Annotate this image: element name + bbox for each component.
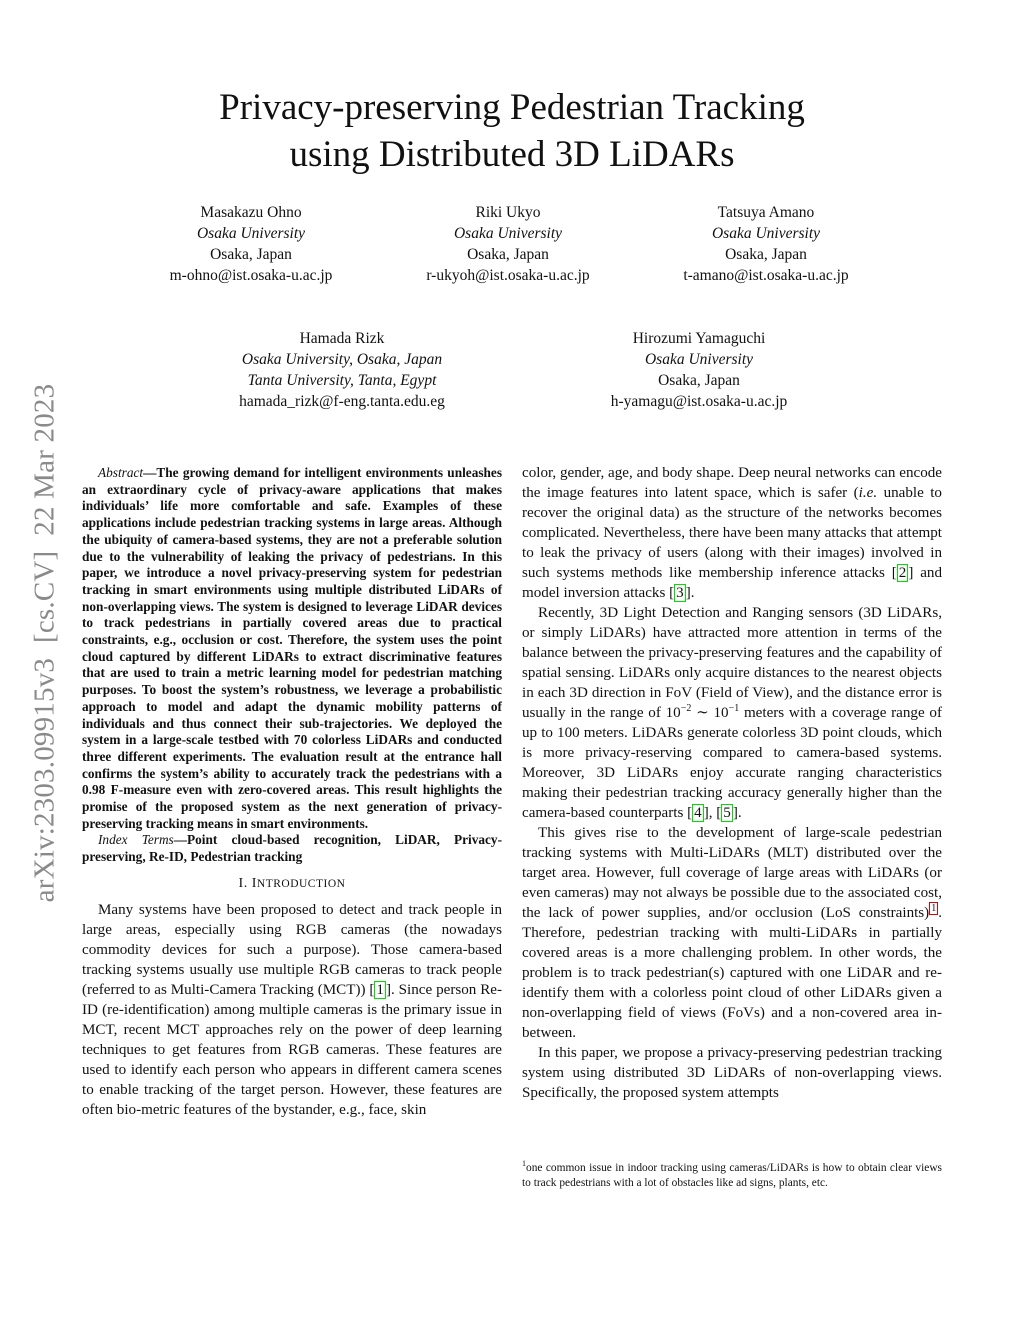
text: i.e. [858, 485, 878, 501]
author-name: Hirozumi Yamaguchi [632, 330, 766, 347]
author-affiliation-2: Tanta University, Tanta, Egypt [247, 372, 437, 389]
paragraph [522, 463, 942, 603]
abstract-text: —The growing demand for intelligent environments unleashes an extraordinary cycle of privacy-aware applications that makes individuals’ life more comfortable and safe. Examples of these applications include pedestrian tracking systems in large areas. Although the ubiquity of camera-based systems, they are not a preferable solution due to the vulnerability of leaking the privacy of pedestrians. In this paper, we introduce a novel privacy-preserving system for pedestrian tracking in smart environments using multiple distributed LiDARs of non-overlapping views. The system is designed to leverage LiDAR devices to track pedestrians in partially covered areas due to practical constraints, e.g., occlusion or cost. Therefore, the system uses the point cloud captured by different LiDARs to extract discriminative features that are used to train a metric learning model for pedestrian matching purposes. To boost the system’s robustness, we leverage a probabilistic approach to model and adapt the dynamic mobility patterns of individuals and thus connect their sub-trajectories. We deployed the system in a large-scale testbed with 70 colorless LiDARs and conducted three different experiments. The evaluation result at the entrance hall confirms the system’s ability to accurately track the pedestrians with a 0.98 F-measure even with zero-covered areas. This result highlights the promise of the proposed system as the next generation of privacy-preserving tracking means in smart environments. [82, 465, 502, 831]
author-affiliation: Osaka University [644, 351, 754, 368]
text: ∼ 10 [691, 705, 729, 721]
footnote-text: one common issue in indoor tracking using cameras/LiDARs is how to obtain clear views to track pedestrians with a lot of obstacles like ad signs, plants, etc. [522, 1161, 942, 1190]
author-location: Osaka, Japan [725, 246, 807, 263]
section-number: I. [238, 875, 252, 891]
author-location: Osaka, Japan [467, 246, 549, 263]
text: Many systems have been proposed to detect and track people in large areas, especially using RGB cameras (the nowadays commodity devices for such a purpose). Those camera-based tracking systems usually use multiple RGB cameras to track people (referred to as Multi-Camera Tracking (MCT)) [ [82, 901, 502, 998]
exponent: −1 [728, 702, 740, 714]
text: ]. [732, 805, 742, 821]
author-affiliation: Osaka University, Osaka, Japan [241, 351, 443, 368]
index-terms-label: Index Terms [98, 832, 174, 848]
right-column [522, 463, 942, 1103]
text: ] and model inversion attacks [ [522, 565, 942, 601]
author-name: Tatsuya Amano [717, 204, 815, 221]
text: This gives rise to the development of large-scale pedestrian tracking systems with Multi-LiDARs (MLT) distributed over the target area. However, full coverage of large areas with LiDARs (or even cameras) may not always be possible due to the associated cost, the lack of power supplies, and/or occlusion (LoS constraints) [522, 825, 942, 921]
section-heading [82, 876, 502, 892]
section-first-letter: I [251, 875, 257, 891]
author-email: t-amano@ist.osaka-u.ac.jp [683, 267, 849, 284]
paragraph [522, 823, 942, 1043]
citation-link[interactable]: 3 [676, 585, 684, 601]
author-email: m-ohno@ist.osaka-u.ac.jp [169, 267, 333, 284]
left-column [82, 465, 502, 1120]
citation-link[interactable]: 2 [898, 565, 907, 581]
footnote [522, 1156, 942, 1192]
abstract-label: Abstract [98, 465, 144, 480]
citation-link[interactable]: 1 [376, 981, 384, 998]
abstract [82, 465, 502, 866]
author-block [539, 328, 859, 412]
author-name: Hamada Rizk [299, 330, 385, 347]
author-name: Riki Ukyo [475, 204, 541, 221]
author-email: hamada_rizk@f-eng.tanta.edu.eg [239, 393, 445, 410]
text: color, gender, age, and body shape. Deep neural networks can encode the image features into latent space, which is safer ( [522, 465, 942, 501]
paragraph [82, 900, 502, 1120]
index-terms-text: —Point cloud-based recognition, LiDAR, Privacy-preserving, Re-ID, Pedestrian tracking [82, 832, 502, 865]
citation-link[interactable]: 5 [723, 805, 731, 821]
author-email: h-yamagu@ist.osaka-u.ac.jp [610, 393, 788, 410]
text: ]. [685, 585, 695, 601]
index-terms [82, 832, 502, 865]
section-rest: NTRODUCTION [256, 877, 346, 890]
text: Recently, 3D Light Detection and Ranging sensors (3D LiDARs, or simply LiDARs) have attracted more attention in terms of the balance between the privacy-preserving features and the capability of spatial sensing. LiDARs only acquire distances to the nearest objects in each 3D direction in FoV (Field of View), and the distance error is usually in the range of 10 [522, 605, 942, 721]
author-affiliation: Osaka University [453, 225, 563, 242]
author-location: Osaka, Japan [658, 372, 740, 389]
footnote-link[interactable]: 1 [931, 902, 937, 914]
paper-title [0, 84, 1024, 178]
citation-link[interactable]: 4 [694, 805, 702, 821]
author-location: Osaka, Japan [210, 246, 292, 263]
abstract-paragraph [82, 465, 502, 832]
author-email: r-ukyoh@ist.osaka-u.ac.jp [426, 267, 590, 284]
title-line-2: using Distributed 3D LiDARs [289, 134, 735, 175]
text: meters with a coverage range of up to 100 meters. LiDARs generate colorless 3D point clouds, which is more privacy-reserving compared to camera-based systems. Moreover, 3D LiDARs enjoy accurate ranging characteristics making their pedestrian tracking accuracy generally higher than the camera-based counterparts [ [522, 705, 942, 821]
exponent: −2 [680, 702, 692, 714]
paragraph: In this paper, we propose a privacy-preserving pedestrian tracking system using distributed 3D LiDARs of non-overlapping views. Specifically, the proposed system attempts [522, 1045, 942, 1101]
title-line-1: Privacy-preserving Pedestrian Tracking [219, 87, 805, 128]
author-affiliation: Osaka University [196, 225, 306, 242]
text: unable to recover the original data) as the structure of the networks becomes complicated. Nevertheless, there have been many attacks that attempt to leak the privacy of users (along with their images) involved in such systems methods like membership inference attacks [ [522, 485, 942, 581]
text: . Therefore, pedestrian tracking with multi-LiDARs in partially covered areas is a more challenging problem. In other words, the problem is to track pedestrian(s) captured with one LiDAR and re-identify them with a colorless point cloud of other LiDARs given a non-overlapping field of views (FoVs) and a non-covered area in-between. [522, 905, 942, 1041]
intro-left [82, 900, 502, 1120]
paragraph [522, 603, 942, 823]
footnote-mark: 1 [522, 1159, 526, 1168]
author-name: Masakazu Ohno [200, 204, 302, 221]
text: ], [ [703, 805, 722, 821]
author-block [182, 328, 502, 412]
author-block [606, 202, 926, 286]
arxiv-stamp: arXiv:2303.09915v3 [cs.CV] 22 Mar 2023 [28, 383, 61, 903]
author-affiliation: Osaka University [711, 225, 821, 242]
text: ]. Since person Re-ID (re-identification) among multiple cameras is the primary issue in MCT, recent MCT approaches rely on the power of deep learning techniques to get features from RGB cameras. These features are used to identify each person who appears in different camera scenes to enable tracking of the target person. However, these features are often bio-metric features of the bystander, e.g., face, skin [82, 981, 502, 1118]
